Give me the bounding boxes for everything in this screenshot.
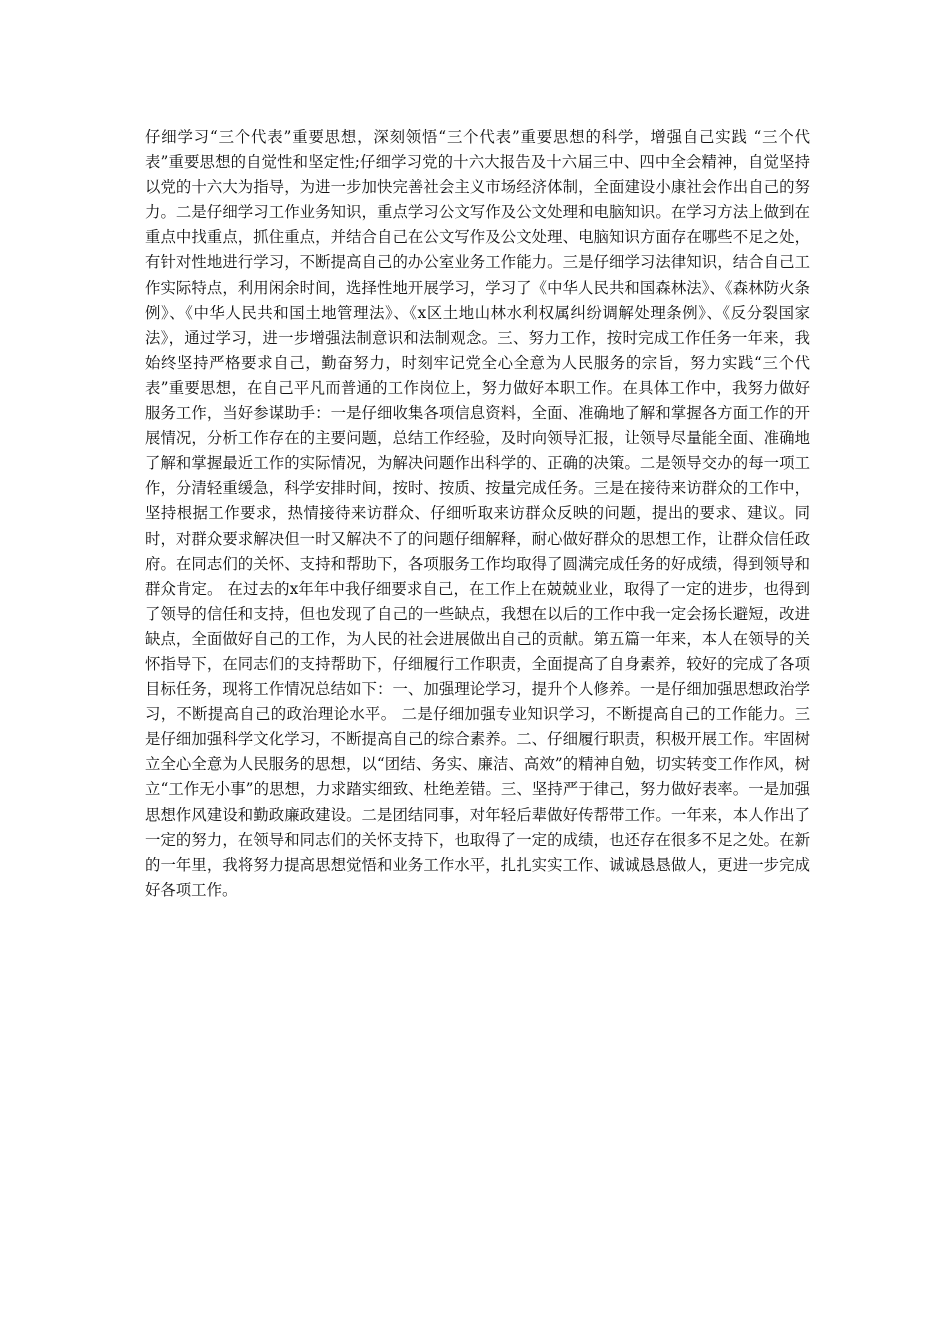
body-paragraph: 仔细学习“三个代表”重要思想，深刻领悟“三个代表”重要思想的科学，增强自己实践 “三个代表”重要思想的自觉性和坚定性;仔细学习党的十六大报告及十六届三中、四中全会精神，自觉坚持以党的十六大为指导，为进一步加快完善社会主义市场经济体制，全面建设小康社会作出自己的努力。二是仔细学习工作业务知识，重点学习公文写作及公文处理和电脑知识。在学习方法上做到在重点中找重点，抓住重点，并结合自己在公文写作及公文处理、电脑知识方面存在哪些不足之处，有针对性地进行学习，不断提高自己的办公室业务工作能力。三是仔细学习法律知识，结合自己工作实际特点，利用闲余时间，选择性地开展学习，学习了《中华人民共和国森林法》、《森林防火条例》、《中华人民共和国土地管理法》、《x区土地山林水利权属纠纷调解处理条例》、《反分裂国家法》，通过学习，进一步增强法制意识和法制观念。三、努力工作，按时完成工作任务一年来，我始终坚持严格要求自己，勤奋努力，时刻牢记党全心全意为人民服务的宗旨，努力实践“三个代表”重要思想，在自己平凡而普通的工作岗位上，努力做好本职工作。在具体工作中，我努力做好服务工作，当好参谋助手：一是仔细收集各项信息资料，全面、准确地了解和掌握各方面工作的开展情况，分析工作存在的主要问题，总结工作经验，及时向领导汇报，让领导尽量能全面、准确地了解和掌握最近工作的实际情况，为解决问题作出科学的、正确的决策。二是领导交办的每一项工作，分清轻重缓急，科学安排时间，按时、按质、按量完成任务。三是在接待来访群众的工作中，坚持根据工作要求，热情接待来访群众、仔细听取来访群众反映的问题，提出的要求、建议。同时，对群众要求解决但一时又解决不了的问题仔细解释，耐心做好群众的思想工作，让群众信任政府。在同志们的关怀、支持和帮助下，各项服务工作均取得了圆满完成任务的好成绩，得到领导和群众肯定。 在过去的x年年中我仔细要求自己，在工作上在兢兢业业，取得了一定的进步，也得到了领导的信任和支持，但也发现了自己的一些缺点，我想在以后的工作中我一定会扬长避短，改进缺点，全面做好自己的工作，为人民的社会进展做出自己的贡献。第五篇一年来，本人在领导的关怀指导下，在同志们的支持帮助下，仔细履行工作职责，全面提高了自身素养，较好的完成了各项目标任务，现将工作情况总结如下：一、加强理论学习，提升个人修养。一是仔细加强思想政治学习，不断提高自己的政治理论水平。 二是仔细加强专业知识学习，不断提高自己的工作能力。三是仔细加强科学文化学习，不断提高自己的综合素养。二、仔细履行职责，积极开展工作。牢固树立全心全意为人民服务的思想，以“团结、务实、廉洁、高效”的精神自勉，切实转变工作作风，树立“工作无小事”的思想，力求踏实细致、杜绝差错。三、坚持严于律己，努力做好表率。一是加强思想作风建设和勤政廉政建设。二是团结同事，对年轻后辈做好传帮带工作。一年来，本人作出了一定的努力，在领导和同志们的关怀支持下，也取得了一定的成绩，也还存在很多不足之处。在新的一年里，我将努力提高思想觉悟和业务工作水平，扎扎实实工作、诚诚恳恳做人，更进一步完成好各项工作。: [145, 128, 810, 899]
